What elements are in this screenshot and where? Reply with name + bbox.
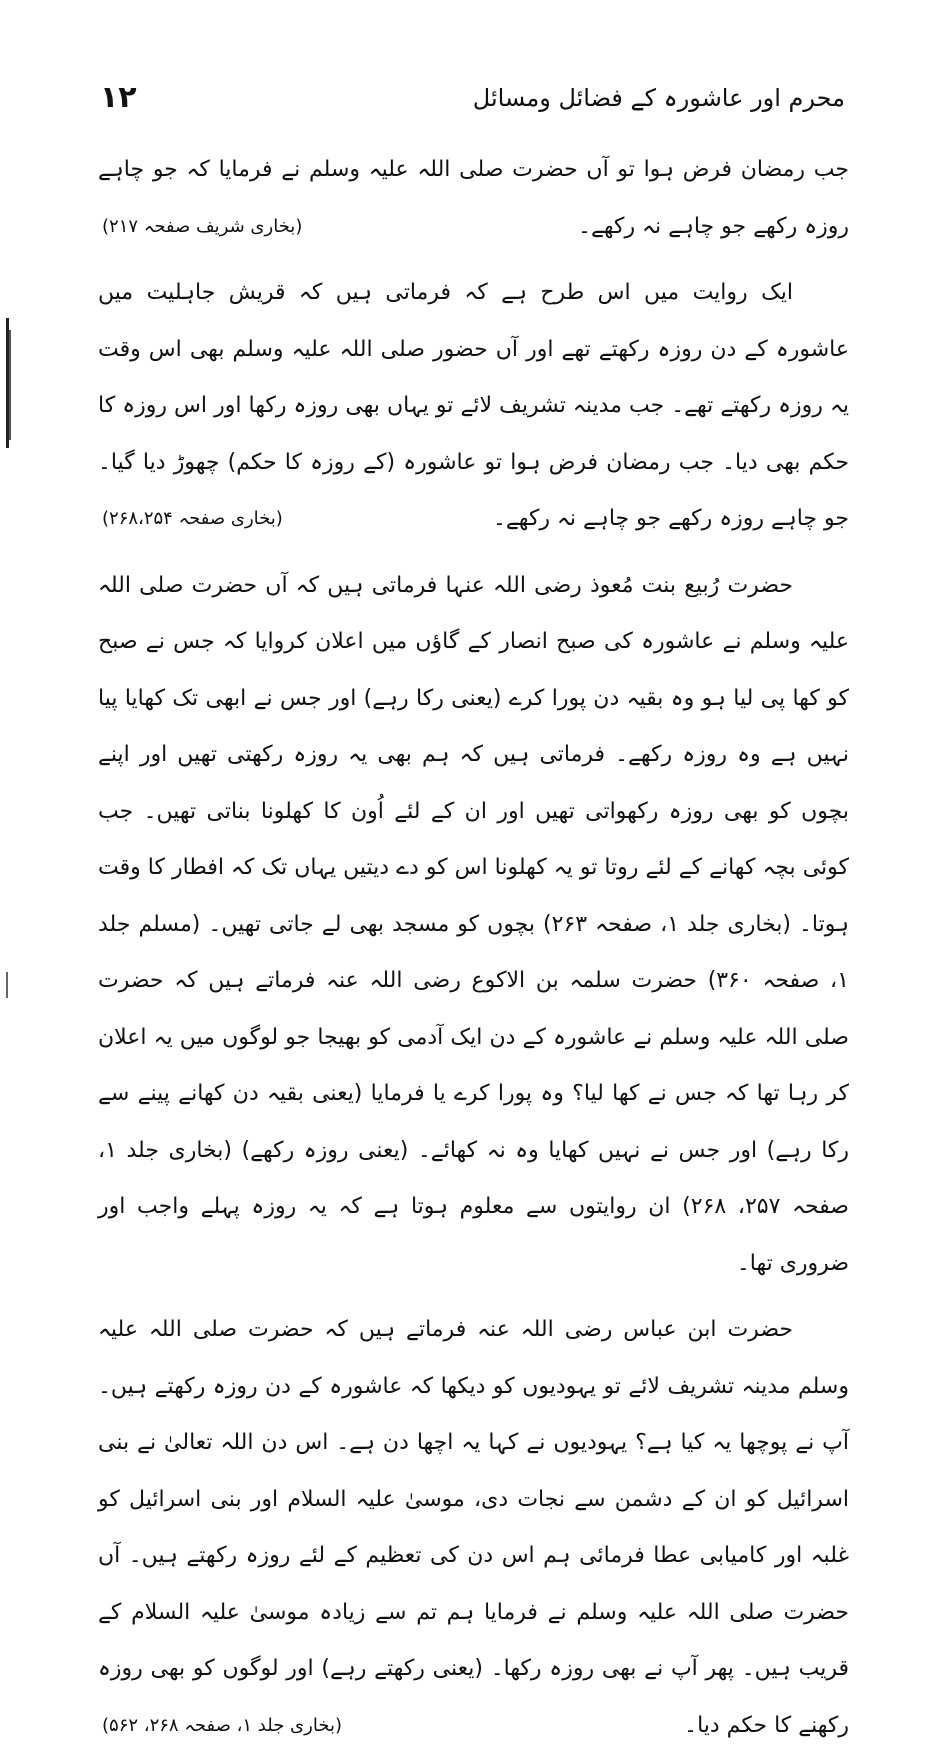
paragraph: [98, 142, 849, 255]
paragraph: [98, 1302, 849, 1754]
paragraph: [98, 558, 849, 1293]
paragraph: [98, 265, 849, 548]
citation: (بخاری شریف صفحہ ۲۱۷): [102, 215, 303, 237]
paragraph-text: جب رمضان فرض ہوا تو آں حضرت صلی اللہ علیہ وسلم نے فرمایا کہ جو چاہے روزہ رکھے جو چاہے نہ رکھے۔: [98, 157, 849, 239]
citation: (بخاری جلد ۱، صفحہ ۲۶۸، ۵۶۲): [102, 1714, 342, 1736]
margin-mark: [9, 330, 11, 440]
citation: (بخاری صفحہ ۲۶۸،۲۵۴): [102, 508, 283, 529]
margin-mark: [6, 972, 8, 998]
running-title: محرم اور عاشورہ کے فضائل ومسائل: [472, 84, 845, 112]
page-header: [100, 78, 845, 128]
paragraph-text: حضرت ابن عباس رضی اللہ عنہ فرماتے ہیں کہ حضرت صلی اللہ علیہ وسلم مدینہ تشریف لائے تو یہودیوں کو دیکھا کہ عاشورہ کے دن روزہ رکھتے ہیں۔ آپ نے پوچھا یہ کیا ہے؟ یہودیوں نے کہا یہ اچھا دن ہے۔ اس دن اللہ تعالیٰ نے بنی اسرائیل کو ان کے دشمن سے نجات دی، موسیٰ علیہ السلام اور بنی اسرائیل کو غلبہ اور کامیابی عطا فرمائی ہم اس دن کی تعظیم کے لئے روزہ رکھتے ہیں۔ آں حضرت صلی اللہ علیہ وسلم نے فرمایا ہم تم سے زیادہ موسیٰ علیہ السلام کے قریب ہیں۔ پھر آپ نے بھی روزہ رکھا۔ (یعنی رکھتے رہے) اور لوگوں کو بھی روزہ رکھنے کا حکم دیا۔: [98, 1317, 849, 1738]
paragraph-text: حضرت رُبیع بنت مُعوذ رضی اللہ عنہا فرماتی ہیں کہ آں حضرت صلی اللہ علیہ وسلم نے عاشورہ کی صبح انصار کے گاؤں میں اعلان کروایا کہ جس نے صبح کو کھا پی لیا ہو وہ بقیہ دن پورا کرے (یعنی رکا رہے) اور جس نے ابھی تک کھایا پیا نہیں ہے وہ روزہ رکھے۔ فرماتی ہیں کہ ہم بھی یہ روزہ رکھتی تھیں اور اپنے بچوں کو بھی روزہ رکھواتی تھیں اور ان کے لئے اُون کا کھلونا بناتی تھیں۔ جب کوئی بچہ کھانے کے لئے روتا تو یہ کھلونا اس کو دے دیتیں یہاں تک کہ افطار کا وقت ہوتا۔ (بخاری جلد ۱، صفحہ ۲۶۳) بچوں کو مسجد بھی لے جاتی تھیں۔ (مسلم جلد ۱، صفحہ ۳۶۰) حضرت سلمہ بن الاکوع رضی اللہ عنہ فرماتے ہیں کہ حضرت صلی اللہ علیہ وسلم نے عاشورہ کے دن ایک آدمی کو بھیجا جو لوگوں میں یہ اعلان کر رہا تھا کہ جس نے کھا لیا؟ وہ پورا کرے یا فرمایا (یعنی بقیہ دن کھانے پینے سے رکا رہے) اور جس نے نہیں کھایا وہ نہ کھائے۔ (یعنی روزہ رکھے) (بخاری جلد ۱، صفحہ ۲۵۷، ۲۶۸) ان روایتوں سے معلوم ہوتا ہے کہ یہ روزہ پہلے واجب اور ضروری تھا۔: [98, 572, 849, 1276]
page-number: ۱۲: [100, 80, 137, 115]
paragraph-text: ایک روایت میں اس طرح ہے کہ فرماتی ہیں کہ قریش جاہلیت میں عاشورہ کے دن روزہ رکھتے تھے اور آں حضور صلی اللہ علیہ وسلم بھی اس وقت یہ روزہ رکھتے تھے۔ جب مدینہ تشریف لائے تو یہاں بھی روزہ رکھا اور اس روزہ کا حکم بھی دیا۔ جب رمضان فرض ہوا تو عاشورہ (کے روزہ کا حکم) چھوڑ دیا گیا۔ جو چاہے روزہ رکھے جو چاہے نہ رکھے۔: [98, 280, 849, 531]
body-text: [98, 142, 849, 1764]
